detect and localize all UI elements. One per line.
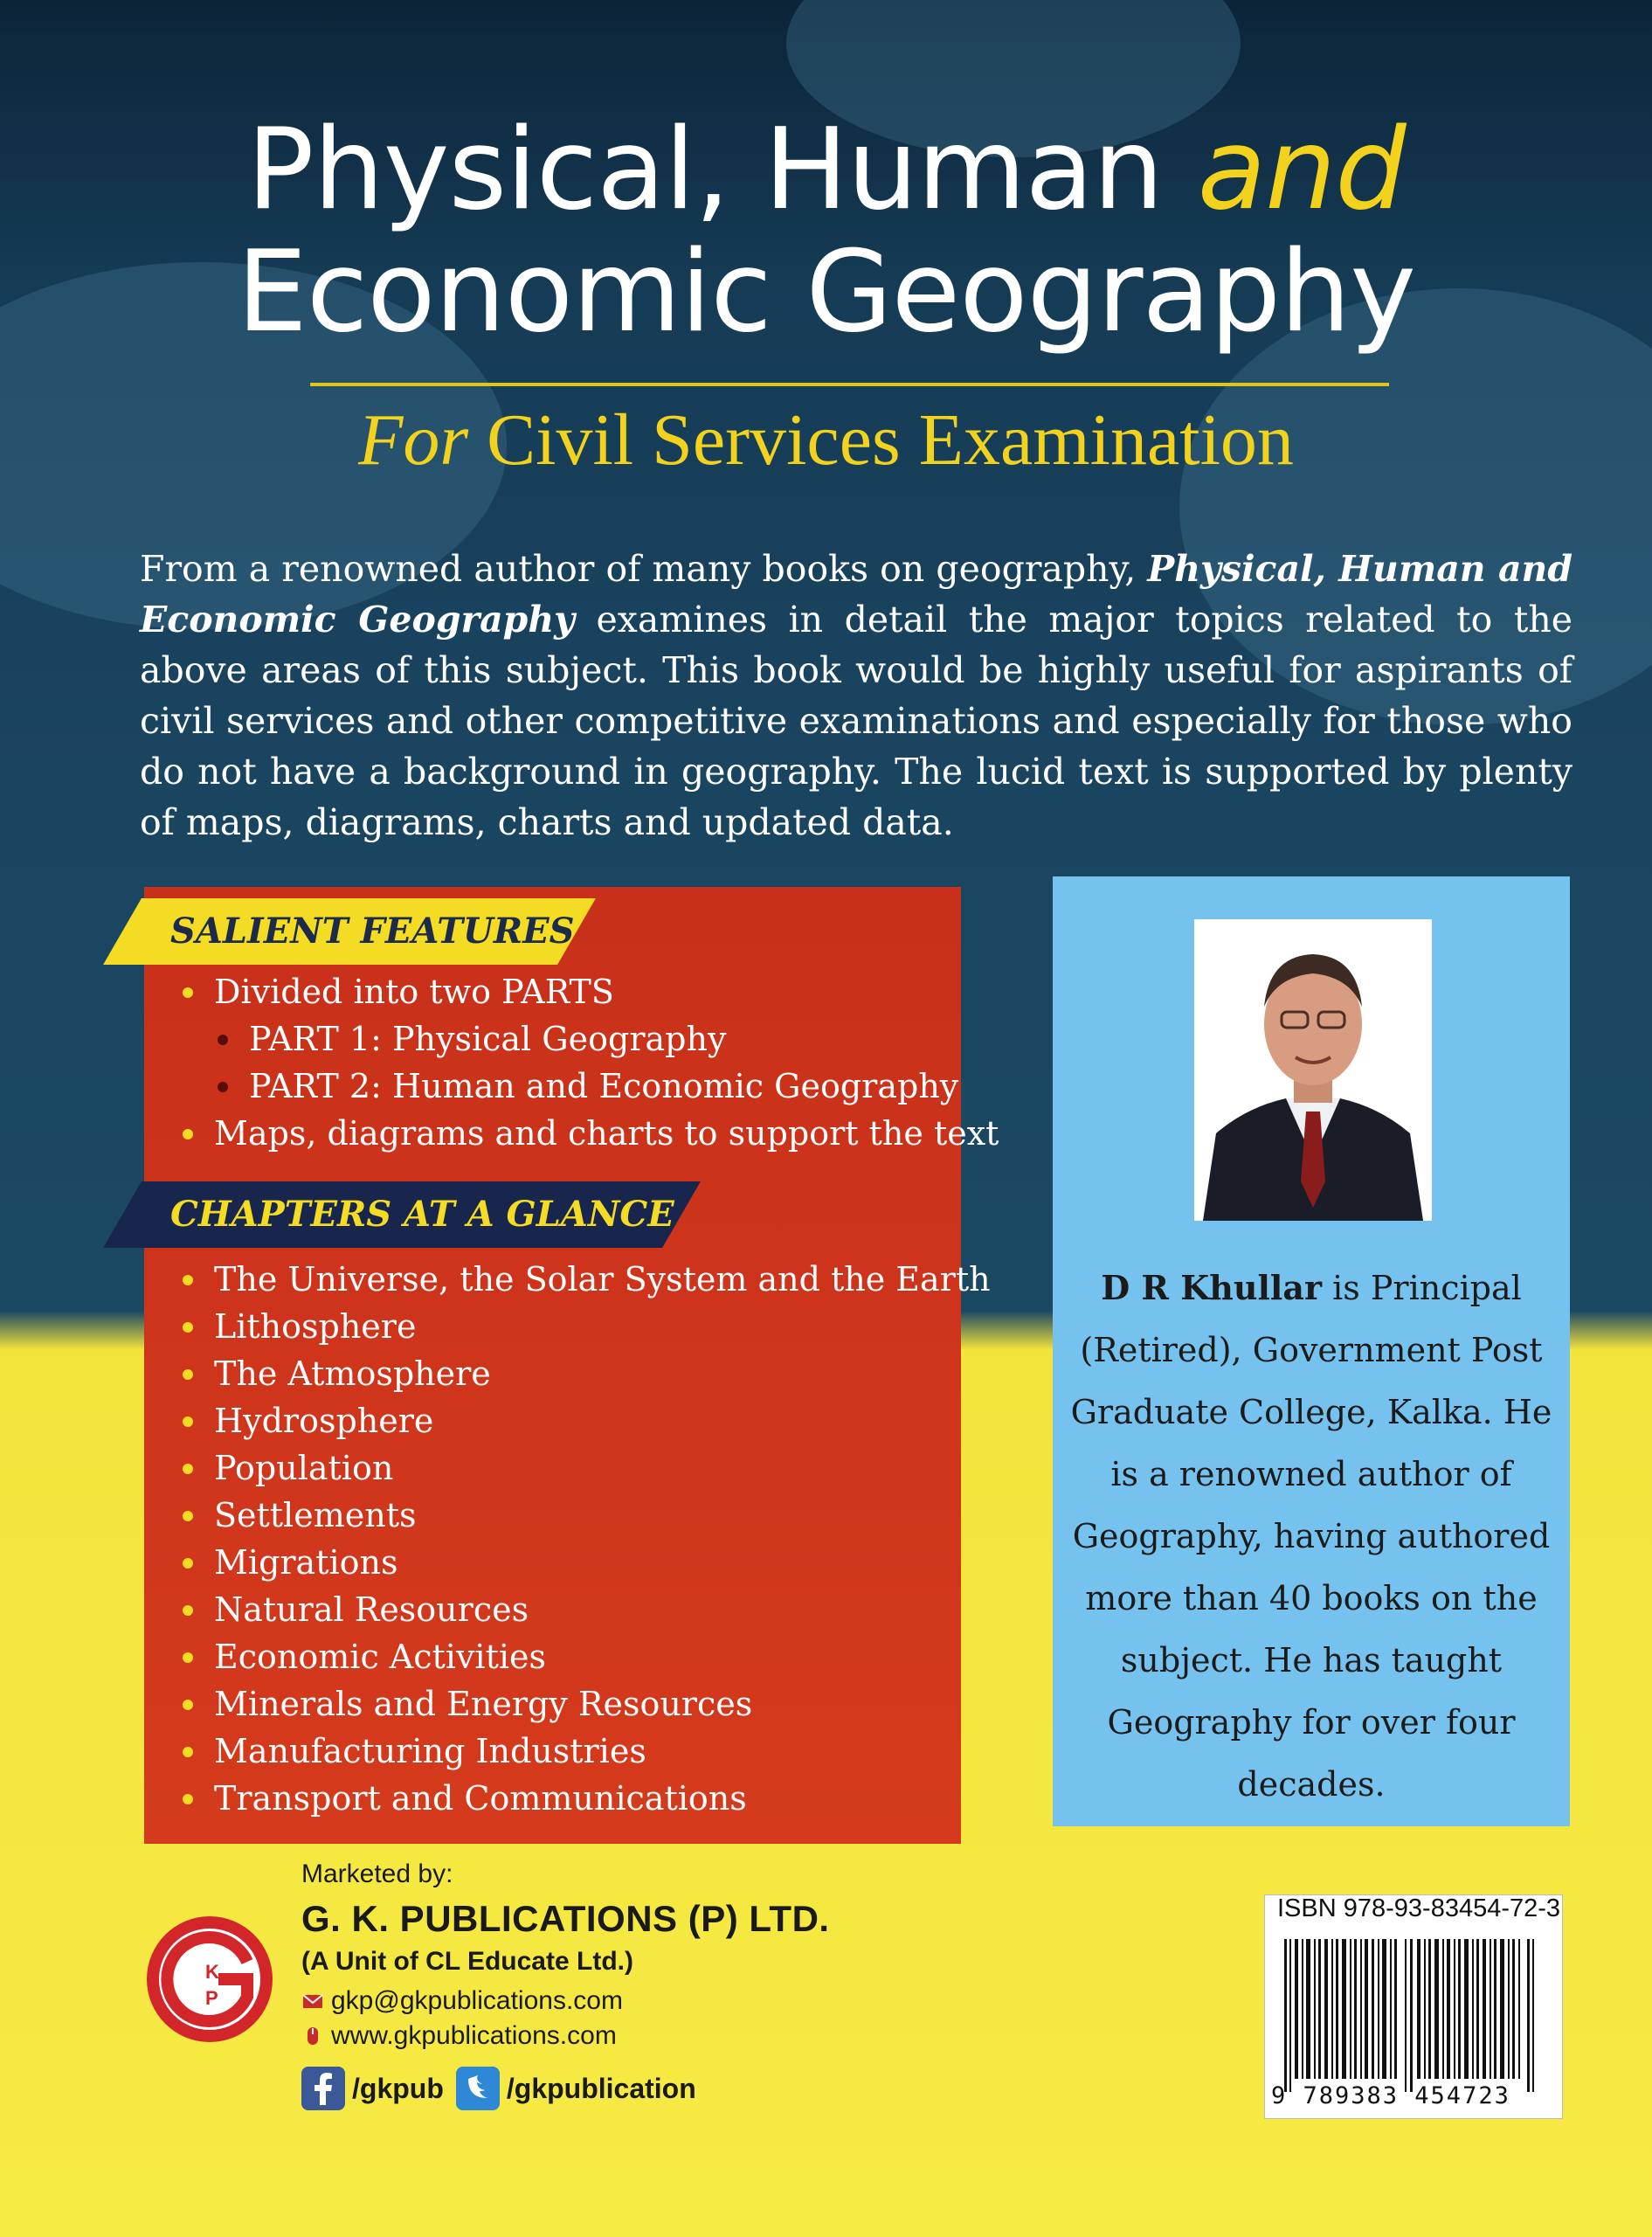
title-and: and — [1197, 105, 1406, 235]
list-item: Migrations — [179, 1539, 991, 1586]
facebook-icon[interactable] — [301, 2067, 345, 2110]
publisher-website[interactable]: www.gkpublications.com — [331, 2021, 617, 2050]
author-name: D R Khullar — [1101, 1268, 1323, 1307]
chapters-banner — [103, 1181, 701, 1248]
title-text-2: Economic Geography — [237, 227, 1415, 357]
facebook-handle[interactable]: /gkpub — [352, 2072, 444, 2104]
gkp-logo-mark — [144, 1914, 275, 2045]
list-item: Lithosphere — [179, 1303, 991, 1350]
list-item: Economic Activities — [179, 1633, 991, 1680]
email-icon — [301, 1990, 324, 2012]
marketed-by-label: Marketed by: — [301, 1860, 453, 1888]
twitter-handle[interactable]: /gkpublication — [506, 2072, 696, 2104]
intro-lead: From a renowned author of many books on geography, — [140, 548, 1137, 590]
subtitle-for: For — [358, 399, 469, 481]
list-item: PART 1: Physical Geography — [179, 1015, 999, 1063]
list-item: The Atmosphere — [179, 1350, 991, 1397]
subtitle — [0, 398, 1652, 482]
chapters-heading: CHAPTERS AT A GLANCE — [170, 1194, 674, 1235]
book-title-line-1 — [0, 105, 1652, 235]
author-bio-text: is Principal (Retired), Government Post Graduate College, Kalka. He is a renowned author of Geography, having authored more than 40 books on the subject. He has taught Geography for over four decades. — [1070, 1269, 1552, 1804]
salient-features-heading: SALIENT FEATURES — [170, 911, 575, 952]
list-item: Divided into two PARTS — [179, 968, 999, 1015]
chapters-list — [179, 1256, 991, 1822]
intro-body: examines in detail the major topics related to the above areas of this subject. This book would be highly useful for aspirants of civil services and other competitive examinations and especially for those who do not have a background in geography. The lucid text is supported by plenty of maps, diagrams, charts and updated data. — [140, 599, 1573, 843]
barcode-number: 9 789383 454723 — [1271, 2082, 1510, 2109]
social-links — [301, 2067, 696, 2110]
publisher-unit: (A Unit of CL Educate Ltd.) — [301, 1947, 633, 1976]
gkp-logo — [144, 1914, 275, 2045]
book-title-line-2 — [0, 227, 1652, 357]
publisher-name: G. K. PUBLICATIONS (P) LTD. — [301, 1898, 830, 1939]
salient-features-banner — [103, 898, 596, 965]
publisher-website-row — [301, 2021, 617, 2051]
list-item: Minerals and Energy Resources — [179, 1680, 991, 1728]
list-item: PART 2: Human and Economic Geography — [179, 1063, 999, 1110]
list-item: Settlements — [179, 1492, 991, 1539]
list-item: Maps, diagrams and charts to support the text — [179, 1110, 999, 1157]
logo-letter-p: P — [205, 1987, 218, 2009]
author-bio — [1070, 1257, 1552, 1816]
list-item: Manufacturing Industries — [179, 1728, 991, 1775]
isbn-label: ISBN 978-93-83454-72-3 — [1277, 1894, 1561, 1922]
list-item: Transport and Communications — [179, 1775, 991, 1822]
author-portrait-illustration — [1194, 919, 1432, 1221]
publisher-email[interactable]: gkp@gkpublications.com — [331, 1986, 623, 2015]
logo-letter-k: K — [205, 1961, 219, 1983]
publisher-email-row — [301, 1986, 623, 2016]
mouse-icon — [301, 2025, 324, 2047]
list-item: The Universe, the Solar System and the Earth — [179, 1256, 991, 1303]
salient-features-list — [179, 968, 999, 1157]
twitter-icon[interactable] — [456, 2067, 500, 2110]
title-text-1: Physical, Human — [246, 105, 1164, 235]
author-photo — [1194, 919, 1432, 1221]
list-item: Hydrosphere — [179, 1397, 991, 1444]
list-item: Population — [179, 1444, 991, 1492]
intro-paragraph — [140, 544, 1573, 848]
list-item: Natural Resources — [179, 1586, 991, 1633]
title-divider — [310, 383, 1389, 386]
intro-book-title: Physical, Human and Economic Geography — [140, 548, 1573, 641]
subtitle-text: Civil Services Examination — [487, 399, 1294, 481]
